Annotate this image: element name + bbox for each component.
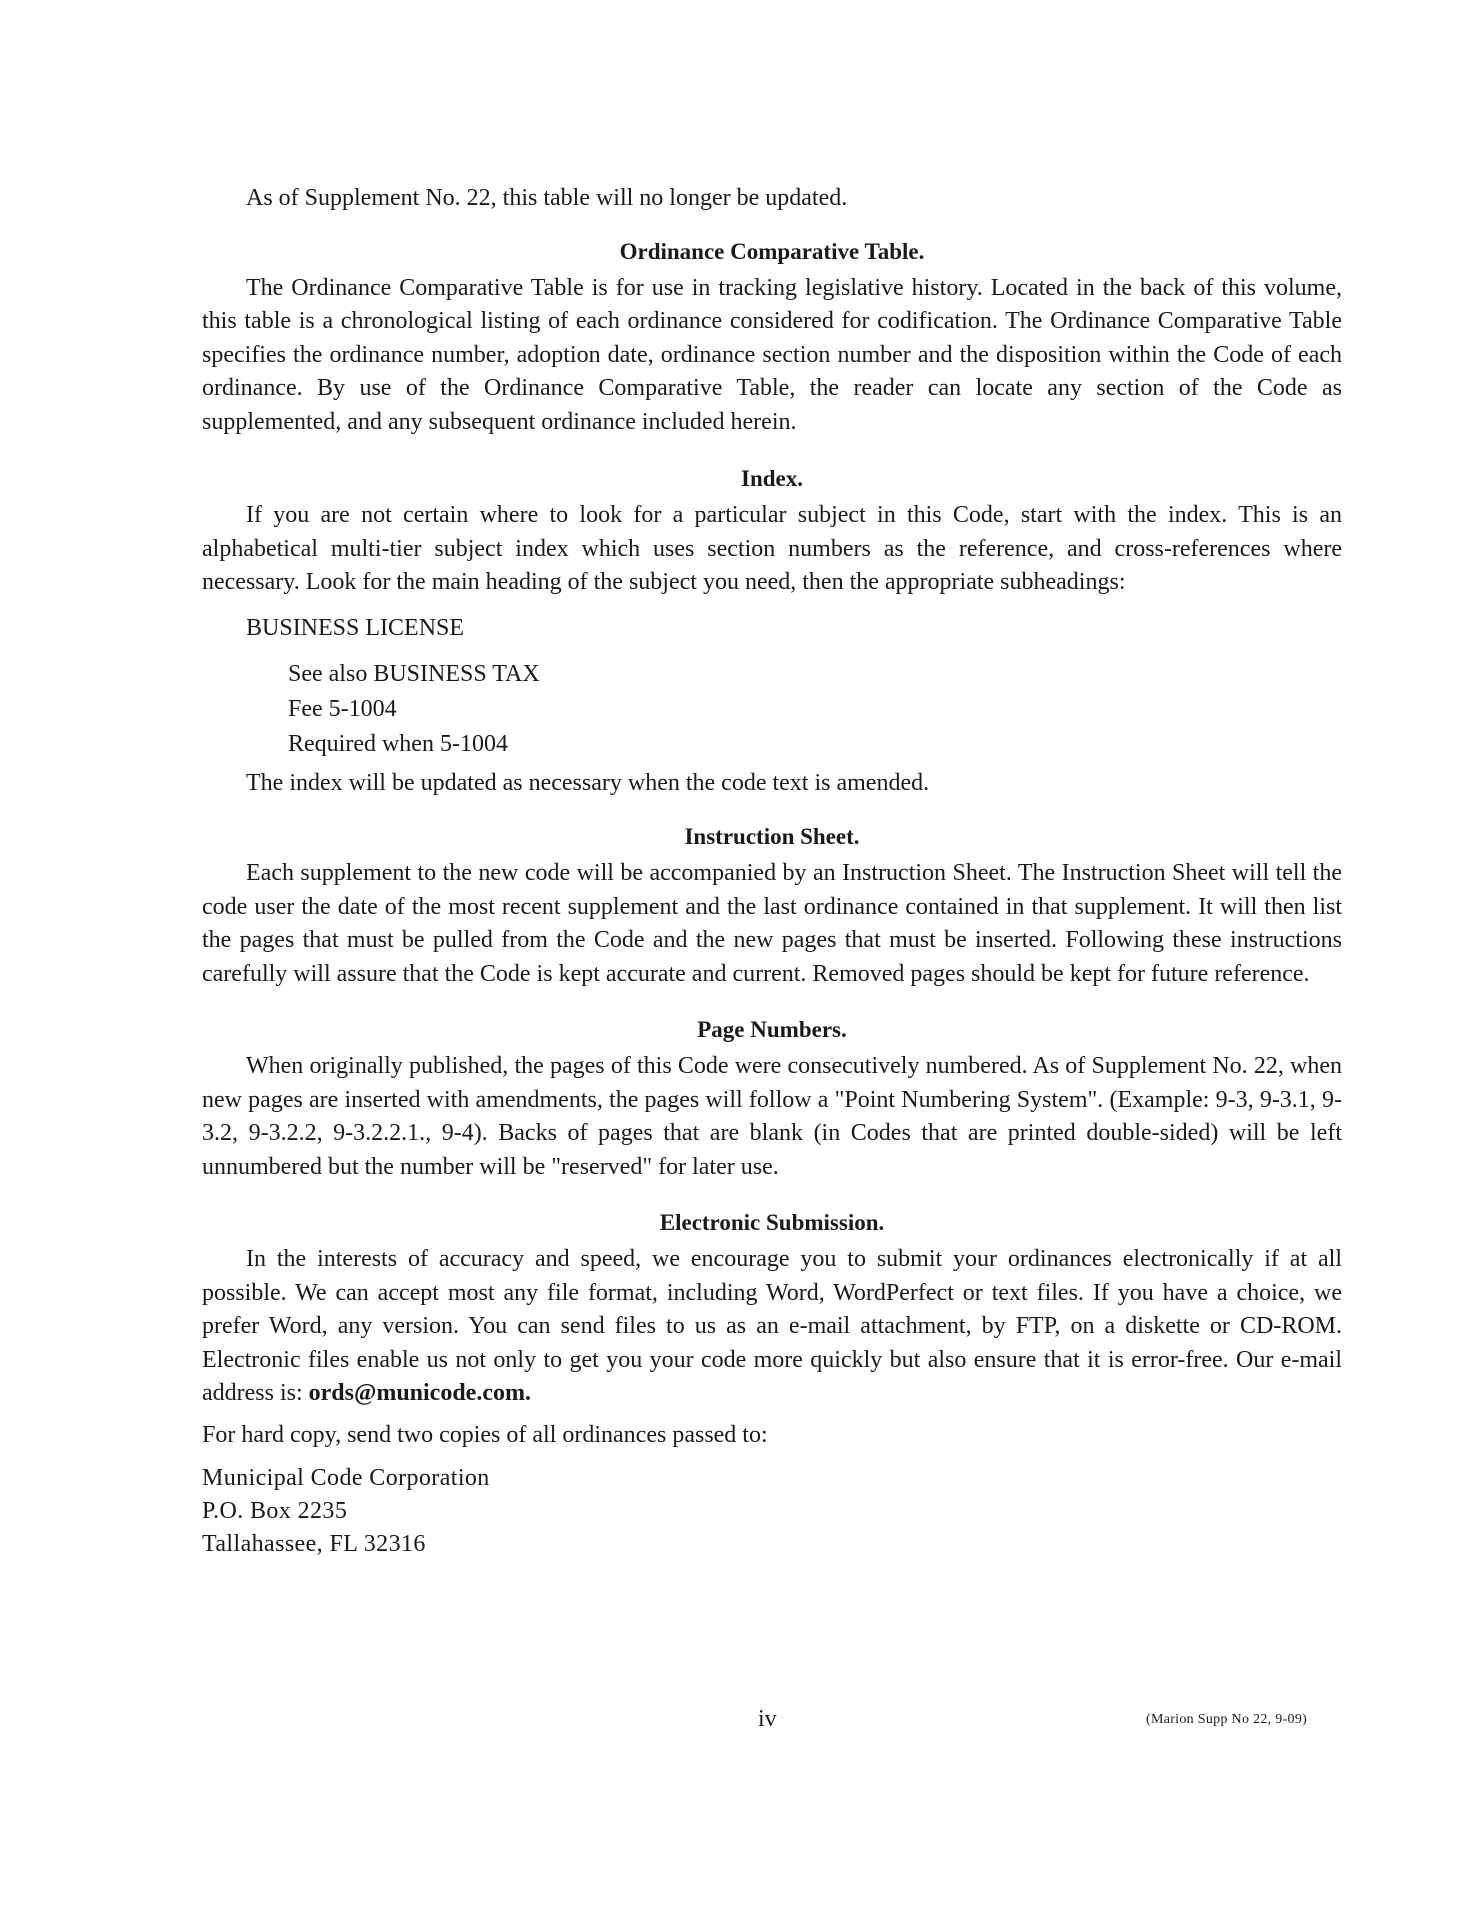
instruction-sheet-paragraph: Each supplement to the new code will be accompanied by an Instruction Sheet. The Instruction Sheet will tell the code user the date of the most recent supplement and the last ordinance contained in that supplement. It will then list the pages that must be pulled from the Code and the new pages that must be inserted. Following these instructions carefully will assure that the Code is kept accurate and current. Removed pages should be kept for future reference. xyxy=(202,860,1342,987)
electronic-submission-heading: Electronic Submission. xyxy=(659,1210,885,1235)
electronic-submission-text: In the interests of accuracy and speed, we encourage you to submit your ordinances electronically if at all possible. We can accept most any file format, including Word, WordPerfect or text files. If you have a choice, we prefer Word, any version. You can send files to us as an e-mail attachment, by FTP, on a diskette or CD-ROM. Electronic files enable us not only to get you your code more quickly but also ensure that it is error-free. Our e-mail address is: xyxy=(202,1246,1342,1406)
page-numbers-heading: Page Numbers. xyxy=(697,1017,847,1042)
address-line: Tallahassee, FL 32316 xyxy=(202,1530,426,1557)
index-example-heading: BUSINESS LICENSE xyxy=(246,614,465,641)
ordinance-table-heading: Ordinance Comparative Table. xyxy=(619,238,925,264)
document-page xyxy=(202,182,1342,1561)
index-example-entry: Required when 5-1004 xyxy=(288,730,508,757)
index-paragraph: If you are not certain where to look for a particular subject in this Code, start with the index. This is an alphabetical multi-tier subject index which uses section numbers as the reference, and cross-references where necessary. Look for the main heading of the subject you need, then the appropriate subheadings: xyxy=(202,502,1342,595)
instruction-sheet-heading: Instruction Sheet. xyxy=(684,824,860,849)
index-example-entry: Fee 5-1004 xyxy=(288,695,397,722)
hard-copy-line: For hard copy, send two copies of all ordinances passed to: xyxy=(202,1421,768,1448)
email-address: ords@municode.com xyxy=(308,1380,525,1406)
address-line: P.O. Box 2235 xyxy=(202,1497,348,1524)
index-example-list xyxy=(202,657,1342,762)
mailing-address xyxy=(202,1462,1342,1561)
electronic-submission-paragraph xyxy=(202,1243,1342,1411)
index-closing-paragraph: The index will be updated as necessary when the code text is amended. xyxy=(246,769,930,796)
index-heading: Index. xyxy=(741,466,803,491)
intro-paragraph: As of Supplement No. 22, this table will no longer be updated. xyxy=(246,185,848,211)
page-numbers-paragraph: When originally published, the pages of this Code were consecutively numbered. As of Supplement No. 22, when new pages are inserted with amendments, the pages will follow a "Point Numbering System". (Example: 9-3, 9-3.1, 9-3.2, 9-3.2.2, 9-3.2.2.1., 9-4). Backs of pages that are blank (in Codes that are printed double-sided) will be left unnumbered but the number will be "reserved" for later use. xyxy=(202,1053,1342,1180)
page-number: iv xyxy=(758,1706,777,1732)
ordinance-table-paragraph: The Ordinance Comparative Table is for use in tracking legislative history. Located in the back of this volume, this table is a chronological listing of each ordinance considered for codification. The Ordinance Comparative Table specifies the ordinance number, adoption date, ordinance section number and the disposition within the Code of each ordinance. By use of the Ordinance Comparative Table, the reader can locate any section of the Code as supplemented, and any subsequent ordinance included herein. xyxy=(202,274,1342,435)
email-suffix: . xyxy=(524,1380,531,1406)
address-line: Municipal Code Corporation xyxy=(202,1464,490,1491)
supplement-note: (Marion Supp No 22, 9-09) xyxy=(1146,1712,1308,1727)
index-example-entry: See also BUSINESS TAX xyxy=(288,660,540,687)
